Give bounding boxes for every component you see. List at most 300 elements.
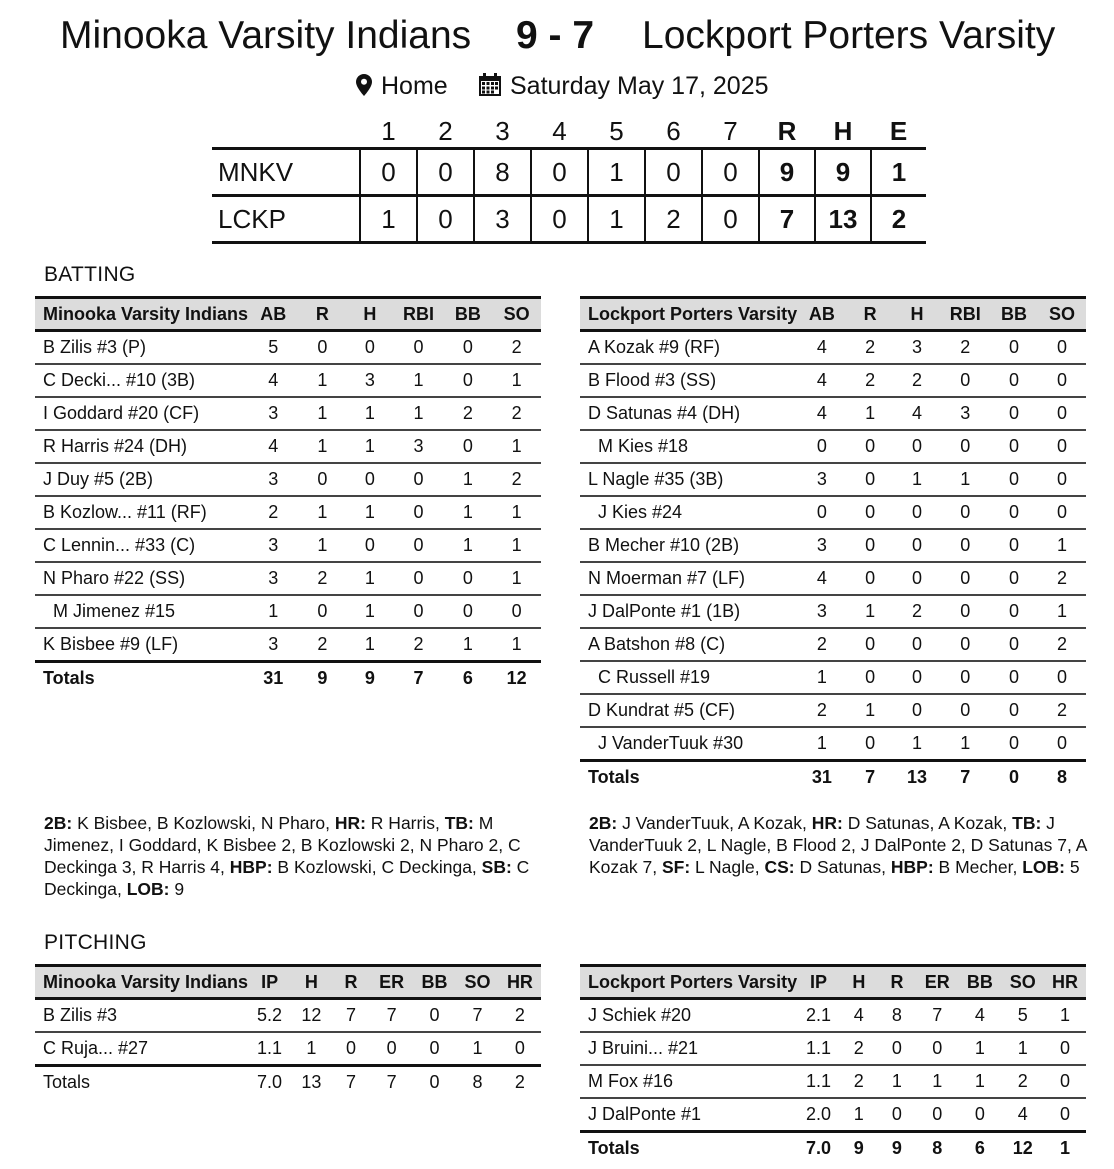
player-stat: 7 (456, 999, 499, 1033)
player-stat: 4 (958, 999, 1001, 1033)
player-stat: 1 (346, 430, 393, 463)
away-team-name: Lockport Porters Varsity (642, 14, 1056, 57)
totals-label: Totals (43, 668, 95, 688)
calendar-icon (478, 73, 502, 97)
player-stat: 2 (492, 331, 541, 365)
ip-header: IP (248, 966, 291, 999)
totals-stat: 9 (364, 668, 375, 688)
totals-stat: 31 (263, 668, 284, 688)
totals-label: Totals (43, 1072, 91, 1092)
linescore-table (212, 116, 926, 244)
player-stat: 1.1 (248, 1032, 291, 1066)
totals-stat: 0 (429, 1072, 440, 1092)
player-stat: 1 (958, 1065, 1001, 1098)
player-name: J Duy #5 (2B) (35, 463, 248, 496)
home-team-name: Minooka Varsity Indians (60, 14, 472, 57)
player-row (35, 331, 541, 365)
totals-stat: 6 (974, 1138, 985, 1158)
totals-label: Totals (588, 1138, 640, 1158)
player-stat: 0 (393, 529, 443, 562)
player-stat: 2 (492, 463, 541, 496)
er-header: ER (370, 966, 412, 999)
player-stat: 2 (893, 595, 940, 628)
player-stat: 3 (797, 595, 847, 628)
player-name: J DalPonte #1 (580, 1098, 797, 1132)
inning-score: 2 (645, 196, 702, 243)
player-stat: 0 (1038, 463, 1086, 496)
player-row (35, 595, 541, 628)
r-header: R (878, 966, 916, 999)
player-stat: 0 (941, 694, 991, 727)
player-stat: 0 (444, 331, 493, 365)
errors-header: E (889, 116, 908, 146)
player-stat: 0 (941, 364, 991, 397)
player-stat: 3 (893, 331, 940, 365)
game-date: Saturday May 17, 2025 (510, 72, 769, 100)
er-header: ER (916, 966, 958, 999)
note-label: 2B: (44, 813, 73, 833)
totals-stat: 12 (506, 668, 527, 688)
ab-header: AB (797, 298, 847, 331)
inning-score: 0 (702, 149, 759, 196)
player-stat: 1 (492, 430, 541, 463)
so-header: SO (492, 298, 541, 331)
player-name: L Nagle #35 (3B) (580, 463, 797, 496)
player-stat: 0 (1044, 1065, 1086, 1098)
player-stat: 0 (1038, 331, 1086, 365)
player-row (580, 999, 1086, 1033)
player-stat: 8 (878, 999, 916, 1033)
totals-stat: 13 (301, 1072, 322, 1092)
player-stat: 3 (797, 463, 847, 496)
player-stat: 0 (990, 397, 1038, 430)
player-stat: 4 (797, 364, 847, 397)
player-row (35, 463, 541, 496)
player-row (580, 562, 1086, 595)
player-stat: 0 (990, 364, 1038, 397)
player-stat: 3 (346, 364, 393, 397)
note-label: HR: (811, 813, 843, 833)
inning-score: 0 (360, 149, 417, 196)
player-stat: 1 (346, 628, 393, 662)
player-stat: 0 (941, 529, 991, 562)
player-stat: 1 (346, 397, 393, 430)
h-header: H (291, 966, 332, 999)
home-pitching-table (35, 964, 541, 1098)
player-stat: 0 (332, 1032, 371, 1066)
player-stat: 2 (492, 397, 541, 430)
player-stat: 0 (346, 529, 393, 562)
player-stat: 4 (1002, 1098, 1045, 1132)
player-stat: 0 (941, 496, 991, 529)
totals-stat: 13 (906, 767, 927, 787)
player-stat: 1 (444, 529, 493, 562)
player-stat: 0 (990, 628, 1038, 661)
player-stat: 0 (847, 727, 894, 761)
player-stat: 2 (444, 397, 493, 430)
pitching-section-title: PITCHING (44, 931, 147, 954)
player-stat: 0 (1038, 727, 1086, 761)
player-name: A Batshon #8 (C) (580, 628, 797, 661)
note-label: HR: (334, 813, 366, 833)
player-stat: 0 (393, 331, 443, 365)
player-row (35, 397, 541, 430)
player-stat: 0 (444, 595, 493, 628)
player-stat: 1 (444, 463, 493, 496)
player-stat: 0 (444, 430, 493, 463)
player-stat: 12 (291, 999, 332, 1033)
player-stat: 7 (370, 999, 412, 1033)
h-header: H (346, 298, 393, 331)
totals-stat: 6 (462, 668, 473, 688)
player-row (580, 661, 1086, 694)
player-name: R Harris #24 (DH) (35, 430, 248, 463)
player-name: B Zilis #3 (35, 999, 248, 1033)
player-stat: 0 (847, 628, 894, 661)
totals-stat: 0 (1009, 767, 1020, 787)
player-stat: 1 (393, 397, 443, 430)
player-stat: 0 (444, 364, 493, 397)
player-name: J VanderTuuk #30 (580, 727, 797, 761)
player-stat: 0 (916, 1098, 958, 1132)
player-stat: 1 (847, 595, 894, 628)
player-stat: 0 (499, 1032, 541, 1066)
note-text: B Kozlowski, C Deckinga, (272, 857, 482, 877)
home-batting-table (35, 296, 541, 694)
player-name: J DalPonte #1 (1B) (580, 595, 797, 628)
player-stat: 7 (332, 999, 371, 1033)
note-text: L Nagle, (690, 857, 765, 877)
player-stat: 0 (797, 496, 847, 529)
player-row (580, 1098, 1086, 1132)
player-row (35, 529, 541, 562)
player-stat: 0 (1038, 430, 1086, 463)
player-row (35, 496, 541, 529)
note-text: J VanderTuuk, A Kozak, (617, 813, 812, 833)
player-name: B Kozlow... #11 (RF) (35, 496, 248, 529)
player-stat: 0 (990, 331, 1038, 365)
inning-header: 3 (495, 116, 510, 146)
totals-stat: 7 (413, 668, 424, 688)
player-name: J Kies #24 (580, 496, 797, 529)
player-stat: 0 (893, 628, 940, 661)
runs-total: 7 (759, 196, 815, 243)
totals-stat: 7 (865, 767, 876, 787)
note-label: CS: (764, 857, 795, 877)
note-text: R Harris, (365, 813, 445, 833)
hits-header: H (833, 116, 853, 146)
player-stat: 1 (797, 661, 847, 694)
note-label: TB: (1012, 813, 1042, 833)
player-stat: 1 (492, 628, 541, 662)
player-stat: 0 (370, 1032, 412, 1066)
hr-header: HR (1044, 966, 1086, 999)
note-text: D Satunas, (794, 857, 891, 877)
player-stat: 0 (990, 727, 1038, 761)
player-stat: 0 (393, 562, 443, 595)
away-batting-notes (589, 812, 1089, 878)
player-stat: 0 (941, 628, 991, 661)
player-stat: 4 (797, 562, 847, 595)
player-stat: 4 (797, 331, 847, 365)
player-stat: 0 (847, 496, 894, 529)
player-stat: 0 (893, 529, 940, 562)
player-stat: 2 (1002, 1065, 1045, 1098)
note-text: J VanderTuuk 2, L Nagle, B Flood 2, J DalPonte 2, D Satunas 7, A Kozak 7, (589, 813, 1087, 877)
player-stat: 1 (444, 496, 493, 529)
player-stat: 1.1 (797, 1032, 840, 1065)
totals-row (35, 1066, 541, 1099)
player-stat: 2 (840, 1065, 878, 1098)
player-name: B Zilis #3 (P) (35, 331, 248, 365)
player-name: B Flood #3 (SS) (580, 364, 797, 397)
player-stat: 1 (298, 430, 346, 463)
player-stat: 0 (298, 463, 346, 496)
player-stat: 2 (847, 331, 894, 365)
player-stat: 1 (346, 595, 393, 628)
player-stat: 7 (916, 999, 958, 1033)
player-stat: 3 (941, 397, 991, 430)
inning-score: 0 (417, 196, 474, 243)
totals-row (35, 662, 541, 695)
player-name: A Kozak #9 (RF) (580, 331, 797, 365)
inning-score: 0 (702, 196, 759, 243)
inning-score: 1 (360, 196, 417, 243)
player-stat: 1 (1038, 595, 1086, 628)
batting-header-row (35, 298, 541, 331)
totals-stat: 7 (960, 767, 971, 787)
player-stat: 1 (393, 364, 443, 397)
linescore-header-blank (212, 116, 360, 149)
player-stat: 3 (248, 529, 298, 562)
player-stat: 2 (847, 364, 894, 397)
player-stat: 0 (1038, 496, 1086, 529)
player-stat: 1 (916, 1065, 958, 1098)
player-name: N Moerman #7 (LF) (580, 562, 797, 595)
player-row (580, 331, 1086, 365)
player-stat: 0 (990, 496, 1038, 529)
note-label: SF: (661, 857, 691, 877)
player-stat: 2 (797, 628, 847, 661)
player-row (580, 595, 1086, 628)
player-stat: 0 (492, 595, 541, 628)
player-stat: 0 (893, 694, 940, 727)
note-label: 2B: (589, 813, 618, 833)
so-header: SO (1002, 966, 1045, 999)
player-stat: 0 (847, 463, 894, 496)
player-stat: 0 (990, 430, 1038, 463)
totals-stat: 1 (1060, 1138, 1071, 1158)
totals-stat: 31 (811, 767, 832, 787)
player-stat: 1 (444, 628, 493, 662)
bb-header: BB (413, 966, 456, 999)
batting-header-row (580, 298, 1086, 331)
note-label: HBP: (229, 857, 273, 877)
player-stat: 0 (413, 999, 456, 1033)
totals-stat: 8 (932, 1138, 943, 1158)
player-stat: 4 (248, 364, 298, 397)
player-stat: 1 (298, 496, 346, 529)
home-batting-notes (44, 812, 544, 900)
totals-stat: 9 (891, 1138, 902, 1158)
player-stat: 0 (1038, 397, 1086, 430)
player-name: J Schiek #20 (580, 999, 797, 1033)
linescore-team-abbr: LCKP (218, 203, 286, 234)
bb-header: BB (444, 298, 493, 331)
inning-header: 7 (723, 116, 738, 146)
inning-header: 5 (609, 116, 624, 146)
player-stat: 2 (248, 496, 298, 529)
player-name: C Russell #19 (580, 661, 797, 694)
player-stat: 0 (893, 430, 940, 463)
so-header: SO (456, 966, 499, 999)
hr-header: HR (499, 966, 541, 999)
player-row (35, 1032, 541, 1066)
totals-stat: 9 (317, 668, 328, 688)
player-row (35, 430, 541, 463)
player-name: M Fox #16 (580, 1065, 797, 1098)
pitching-header-row (35, 966, 541, 999)
note-text: C Deckinga, (44, 857, 530, 899)
player-name: M Kies #18 (580, 430, 797, 463)
ab-header: AB (248, 298, 298, 331)
player-stat: 0 (941, 595, 991, 628)
player-stat: 2 (499, 999, 541, 1033)
errors-total: 2 (871, 196, 926, 243)
player-stat: 0 (444, 562, 493, 595)
note-text: B Mecher, (933, 857, 1023, 877)
player-stat: 1 (346, 496, 393, 529)
map-pin-icon (356, 74, 372, 96)
player-stat: 0 (1044, 1098, 1086, 1132)
totals-row (580, 761, 1086, 794)
h-header: H (893, 298, 940, 331)
player-stat: 3 (248, 397, 298, 430)
player-row (580, 628, 1086, 661)
player-stat: 5 (248, 331, 298, 365)
player-stat: 2 (298, 628, 346, 662)
player-stat: 0 (393, 496, 443, 529)
r-header: R (332, 966, 371, 999)
runs-total: 9 (759, 149, 815, 196)
player-stat: 3 (248, 628, 298, 662)
away-pitching-team-header: Lockport Porters Varsity (580, 966, 797, 999)
linescore-row (212, 149, 926, 196)
player-stat: 0 (958, 1098, 1001, 1132)
note-text: K Bisbee, B Kozlowski, N Pharo, (72, 813, 335, 833)
player-row (580, 529, 1086, 562)
player-stat: 1 (878, 1065, 916, 1098)
home-batting-team-header: Minooka Varsity Indians (35, 298, 248, 331)
inning-score: 8 (474, 149, 531, 196)
note-text: M Jimenez, I Goddard, K Bisbee 2, B Kozlowski 2, N Pharo 2, C Deckinga 3, R Harris 4, (44, 813, 521, 877)
player-stat: 1 (893, 463, 940, 496)
player-stat: 0 (916, 1032, 958, 1065)
player-stat: 1 (248, 595, 298, 628)
player-stat: 2 (1038, 694, 1086, 727)
so-header: SO (1038, 298, 1086, 331)
totals-stat: 12 (1012, 1138, 1033, 1158)
player-stat: 1 (492, 364, 541, 397)
player-stat: 1 (1044, 999, 1086, 1033)
inning-header: 4 (552, 116, 567, 146)
player-stat: 0 (878, 1032, 916, 1065)
player-stat: 0 (878, 1098, 916, 1132)
player-stat: 0 (393, 595, 443, 628)
player-name: I Goddard #20 (CF) (35, 397, 248, 430)
note-label: LOB: (126, 879, 170, 899)
player-row (580, 463, 1086, 496)
player-stat: 0 (847, 562, 894, 595)
bb-header: BB (990, 298, 1038, 331)
player-stat: 0 (990, 463, 1038, 496)
player-stat: 0 (847, 430, 894, 463)
player-name: N Pharo #22 (SS) (35, 562, 248, 595)
player-stat: 0 (941, 430, 991, 463)
rbi-header: RBI (393, 298, 443, 331)
pitching-header-row (580, 966, 1086, 999)
inning-score: 0 (645, 149, 702, 196)
player-row (580, 727, 1086, 761)
player-stat: 1 (840, 1098, 878, 1132)
away-pitching-table (580, 964, 1086, 1164)
player-name: C Decki... #10 (3B) (35, 364, 248, 397)
h-header: H (840, 966, 878, 999)
player-stat: 0 (298, 331, 346, 365)
player-stat: 0 (990, 694, 1038, 727)
hits-total: 9 (815, 149, 871, 196)
player-stat: 1 (492, 529, 541, 562)
player-stat: 2 (840, 1032, 878, 1065)
player-name: C Lennin... #33 (C) (35, 529, 248, 562)
player-stat: 2 (797, 694, 847, 727)
note-text: 5 (1064, 857, 1080, 877)
player-stat: 0 (990, 595, 1038, 628)
player-name: K Bisbee #9 (LF) (35, 628, 248, 662)
player-stat: 0 (990, 562, 1038, 595)
player-stat: 1 (893, 727, 940, 761)
player-stat: 4 (840, 999, 878, 1033)
player-stat: 2.0 (797, 1098, 840, 1132)
player-name: J Bruini... #21 (580, 1032, 797, 1065)
player-row (580, 496, 1086, 529)
player-stat: 1 (797, 727, 847, 761)
player-stat: 0 (346, 463, 393, 496)
totals-stat: 2 (514, 1072, 525, 1092)
totals-stat: 7.0 (805, 1138, 831, 1158)
errors-total: 1 (871, 149, 926, 196)
inning-score: 3 (474, 196, 531, 243)
player-stat: 1 (847, 397, 894, 430)
final-score: 9 - 7 (516, 14, 595, 57)
linescore-header-row (212, 116, 926, 149)
note-label: HBP: (890, 857, 934, 877)
player-stat: 4 (797, 397, 847, 430)
player-name: C Ruja... #27 (35, 1032, 248, 1066)
player-stat: 0 (990, 529, 1038, 562)
player-stat: 2.1 (797, 999, 840, 1033)
player-stat: 0 (893, 562, 940, 595)
player-row (580, 430, 1086, 463)
player-row (35, 999, 541, 1033)
away-batting-table (580, 296, 1086, 793)
player-stat: 0 (893, 496, 940, 529)
player-stat: 1 (492, 496, 541, 529)
inning-header: 1 (381, 116, 396, 146)
hits-total: 13 (815, 196, 871, 243)
totals-row (580, 1132, 1086, 1165)
player-stat: 4 (893, 397, 940, 430)
